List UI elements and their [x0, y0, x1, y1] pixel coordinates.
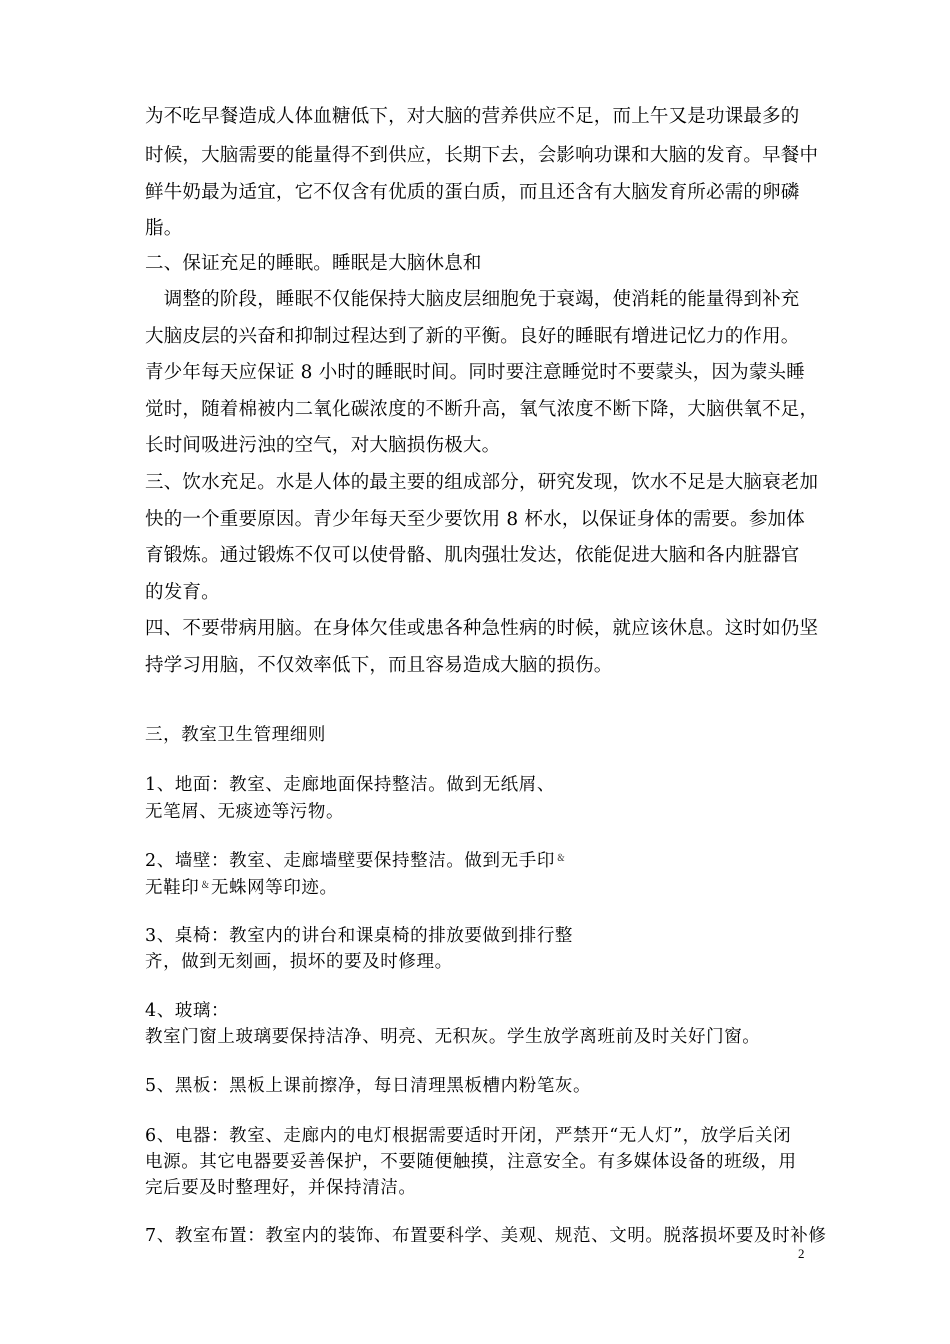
- rule-desk: 3、桌椅：教室内的讲台和课桌椅的排放要做到排行整: [145, 926, 574, 946]
- heading-sleep: 二、保证充足的睡眠。睡眠是大脑休息和: [145, 253, 482, 274]
- paragraph-line: 长时间吸进污浊的空气，对大脑损伤极大。: [145, 435, 501, 456]
- rule-wall-web: 无蛛网等印迹。: [210, 878, 338, 898]
- paragraph-line: 快的一个重要原因。青少年每天至少要饮用 8 杯水，以保证身体的需要。参加体: [145, 509, 805, 530]
- rule-wall-text: 2、墙壁：教室、走廊墙壁要保持整洁。做到无手印: [145, 851, 555, 871]
- rule-glass-cont: 教室门窗上玻璃要保持洁净、明亮、无积灰。学生放学离班前及时关好门窗。: [145, 1027, 761, 1047]
- rule-desk-cont: 齐，做到无刻画，损坏的要及时修理。: [145, 952, 453, 972]
- rule-wall: [145, 847, 567, 872]
- paragraph-line: 为不吃早餐造成人体血糖低下，对大脑的营养供应不足，而上午又是功课最多的: [145, 106, 800, 127]
- rule-floor-cont: 无笔屑、无痰迹等污物。: [145, 802, 345, 822]
- heading-health: 四、不要带病用脑。在身体欠佳或患各种急性病的时候，就应该休息。这时如仍坚: [145, 618, 819, 639]
- rule-decor: 7、教室布置：教室内的装饰、布置要科学、美观、规范、文明。脱落损坏要及时补修: [145, 1226, 827, 1246]
- heading-water: 三、饮水充足。水是人体的最主要的组成部分，研究发现，饮水不足是大脑衰老加: [145, 472, 819, 493]
- paragraph-line: 青少年每天应保证 8 小时的睡眠时间。同时要注意睡觉时不要蒙头，因为蒙头睡: [145, 362, 805, 383]
- rule-electric: 6、电器：教室、走廊内的电灯根据需要适时开闭，严禁开“无人灯”，放学后关闭: [145, 1126, 792, 1146]
- paragraph-line: 觉时，随着棉被内二氧化碳浓度的不断升高，氧气浓度不断下降，大脑供氧不足，: [145, 399, 819, 420]
- paragraph-line: 脂。: [145, 218, 183, 239]
- paragraph-line: 时候，大脑需要的能量得不到供应，长期下去，会影响功课和大脑的发育。早餐中: [145, 145, 819, 166]
- rule-electric-cont: 电源。其它电器要妥善保护，不要随便触摸，注意安全。有多媒体设备的班级，用: [145, 1152, 797, 1172]
- rule-electric-cont: 完后要及时整理好，并保持清洁。: [145, 1178, 417, 1198]
- paragraph-line: 育锻炼。通过锻炼不仅可以使骨骼、肌肉强壮发达，依能促进大脑和各内脏器官: [145, 545, 800, 566]
- page-number: 2: [798, 1246, 805, 1261]
- rule-floor: 1、地面：教室、走廊地面保持整洁。做到无纸屑、: [145, 775, 555, 795]
- rule-glass: 4、玻璃：: [145, 1001, 230, 1021]
- section-title: 三，教室卫生管理细则: [145, 725, 326, 745]
- mark-glyph: ﹠: [554, 850, 567, 863]
- paragraph-line: 持学习用脑，不仅效率低下，而且容易造成大脑的损伤。: [145, 655, 613, 676]
- paragraph-line: 调整的阶段，睡眠不仅能保持大脑皮层细胞免于衰竭，使消耗的能量得到补充: [145, 289, 800, 310]
- rule-blackboard: 5、黑板：黑板上课前擦净，每日清理黑板槽内粉笔灰。: [145, 1076, 592, 1096]
- rule-wall-cont: [145, 874, 338, 899]
- mark-glyph: ﹠: [199, 877, 211, 890]
- paragraph-line: 大脑皮层的兴奋和抑制过程达到了新的平衡。良好的睡眠有增进记忆力的作用。: [145, 326, 800, 347]
- paragraph-line: 鲜牛奶最为适宜，它不仅含有优质的蛋白质，而且还含有大脑发育所必需的卵磷: [145, 182, 800, 203]
- paragraph-line: 的发育。: [145, 582, 220, 603]
- rule-wall-shoe: 无鞋印: [145, 878, 200, 898]
